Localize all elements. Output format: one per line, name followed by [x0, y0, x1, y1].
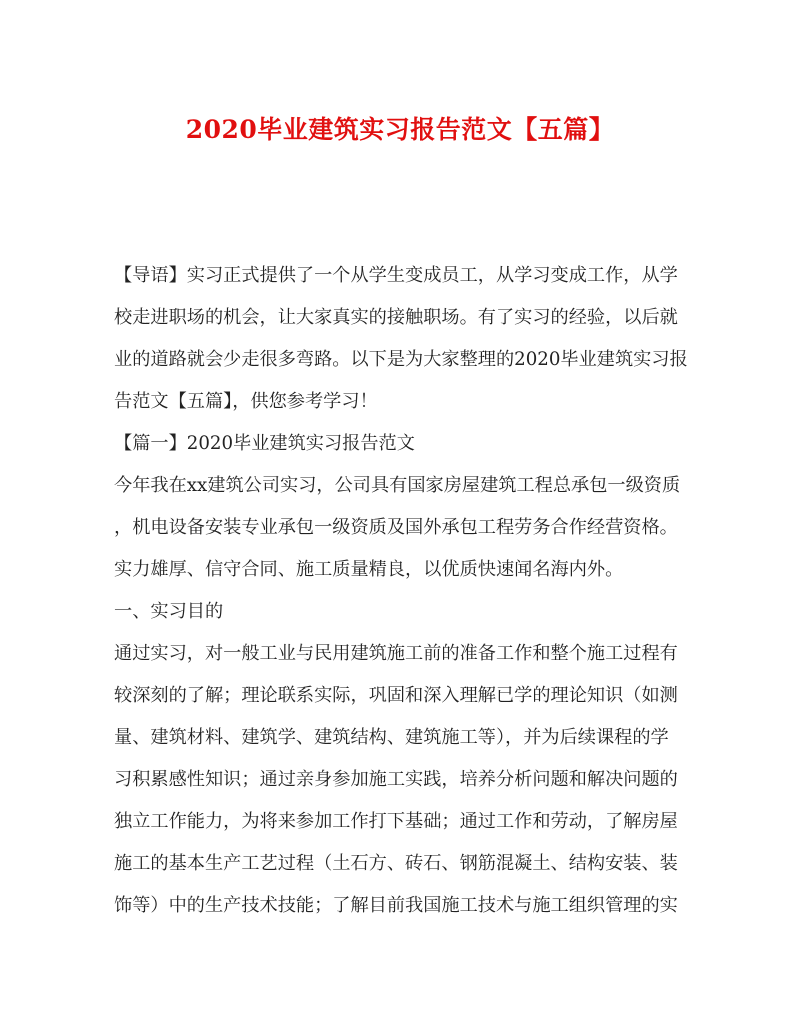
- document-title: 2020毕业建筑实习报告范文【五篇】: [185, 115, 615, 144]
- intro-line-2: 校走进职场的机会，让大家真实的接触职场。有了实习的经验，以后就: [114, 307, 678, 328]
- section-heading-1: 【篇一】2020毕业建筑实习报告范文: [114, 433, 415, 454]
- body-line-5: 较深刻的了解；理论联系实际，巩固和深入理解已学的理论知识（如测: [114, 685, 678, 706]
- intro-line-4: 告范文【五篇】，供您参考学习！: [114, 391, 378, 412]
- body-line-3: 实力雄厚、信守合同、施工质量精良，以优质快速闻名海内外。: [114, 559, 624, 580]
- body-line-10: 饰等）中的生产技术技能；了解目前我国施工技术与施工组织管理的实: [114, 895, 678, 916]
- intro-line-1: 【导语】实习正式提供了一个从学生变成员工，从学习变成工作，从学: [114, 265, 678, 286]
- body-line-8: 独立工作能力，为将来参加工作打下基础；通过工作和劳动，了解房屋: [114, 811, 678, 832]
- body-line-9: 施工的基本生产工艺过程（土石方、砖石、钢筋混凝土、结构安装、装: [114, 853, 678, 874]
- body-line-2: ，机电设备安装专业承包一级资质及国外承包工程劳务合作经营资格。: [114, 517, 678, 538]
- body-line-1: 今年我在xx建筑公司实习，公司具有国家房屋建筑工程总承包一级资质: [114, 475, 681, 496]
- intro-line-3: 业的道路就会少走很多弯路。以下是为大家整理的2020毕业建筑实习报: [114, 349, 688, 370]
- body-line-7: 习积累感性知识；通过亲身参加施工实践，培养分析问题和解决问题的: [114, 769, 678, 790]
- subheading-purpose: 一、实习目的: [114, 601, 224, 622]
- body-line-4: 通过实习，对一般工业与民用建筑施工前的准备工作和整个施工过程有: [114, 643, 678, 664]
- body-line-6: 量、建筑材料、建筑学、建筑结构、建筑施工等），并为后续课程的学: [114, 727, 669, 748]
